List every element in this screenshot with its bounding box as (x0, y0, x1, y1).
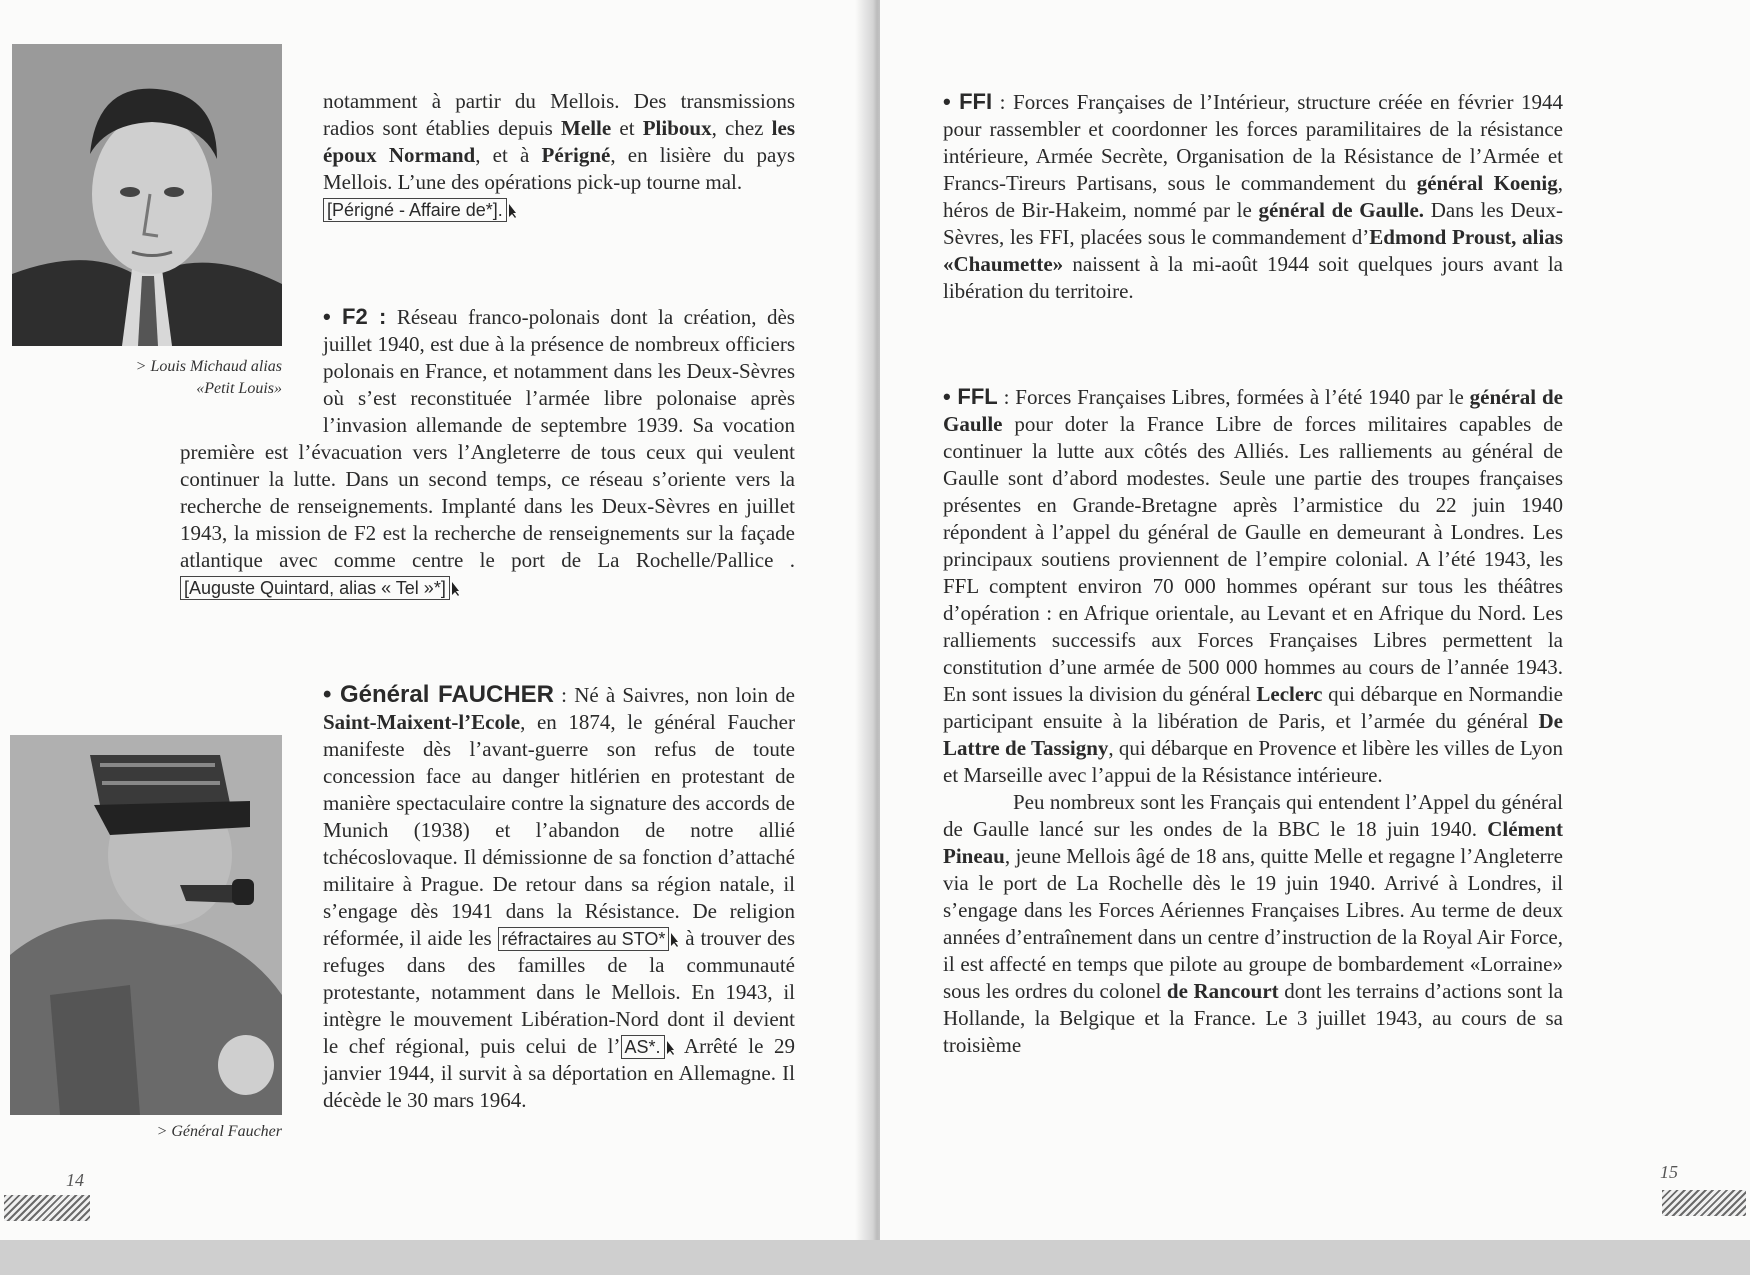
text: , héros de Bir-Hakeim, nommé par le (943, 171, 1563, 222)
text: à trouver des refuges dans des familles de la communauté protestante, notamment dans le Mellois. En 1943, il intègre le mouvement Libération-Nord dont il devient le chef régional, puis celui de l’ (323, 926, 795, 1058)
scan-background (0, 1240, 1750, 1275)
right-page (880, 0, 1750, 1240)
printer-mark (4, 1195, 90, 1221)
bold-text: de Rancourt (1166, 979, 1279, 1003)
bold-text: Leclerc (1256, 682, 1323, 706)
bold-text: Edmond Proust, alias «Chaumette» (943, 225, 1563, 276)
paragraph-mellois (323, 88, 795, 223)
right-text-ffl (943, 383, 1563, 1059)
text: Arrêté le 29 janvier 1944, il survit à sa déportation en Allemagne. Il décède le 30 mars 1964. (323, 1034, 795, 1112)
text: : Forces Françaises Libres, formées à l’été 1940 par le (997, 385, 1470, 409)
left-page (0, 0, 870, 1240)
text: et (611, 116, 643, 140)
printer-mark (1662, 1190, 1746, 1216)
text: : Né à Saivres, non loin de (554, 683, 796, 707)
caption-line: > Louis Michaud alias (135, 358, 282, 375)
photo-louis-michaud (12, 44, 282, 346)
left-text-upper (323, 88, 795, 223)
paragraph-pineau (943, 789, 1563, 1059)
text: pour doter la France Libre de forces militaires capables de continuer la lutte aux côtés des Alliés. Les ralliements au général de Gaulle sont d’abord modestes. Seule une partie des troupes françaises présentes en Grande-Bretagne après l’armistice du 22 juin 1940 répondent à l’appel du général de Gaulle en demeurant à Londres. Les principaux soutiens proviennent de l’empire colonial. A l’été 1943, les FFL comptent environ 70 000 hommes opérant sur tous les théâtres d’opération : en Afrique orientale, au Levant et en Afrique du Nord. Les ralliements successifs aux Forces Françaises Libres permettent la constitution d’une armée de 500 000 hommes au cours de l’année 1943. En sont issues la division du général (943, 412, 1563, 706)
text: Peu nombreux sont les Français qui entendent l’Appel du général de Gaulle lancé sur les ondes de la BBC le 18 juin 1940. (943, 790, 1563, 841)
bold-text: Clément Pineau (943, 817, 1563, 868)
bold-text: Melle (561, 116, 612, 140)
text: dont les terrains d’actions sont la Hollande, la Belgique et la France. Le 3 juillet 1943, au cours de sa troisième (943, 979, 1563, 1057)
text: , en lisière du pays Mellois. L’une des opérations pick-up tourne mal. (323, 143, 795, 194)
right-text-ffi (943, 88, 1563, 305)
text: Réseau franco-polonais dont la création, dès juillet 1940, est due à la présence de nombreux officiers polonais en France, et notamment dans les Deux-Sèvres où s’est reconstituée l’armée libre polonaise après l’invasion allemande de septembre 1939. Sa vocation première est l’évacuation vers l’Angleterre de tous ceux qui veulent continuer la lutte. Dans un second temps, ce réseau s’oriente vers la recherche de renseignements. Implanté dans les Deux-Sèvres en juillet 1943, la mission de F2 est la recherche de renseignements sur la façade atlantique avec comme centre le port de La Rochelle/Pallice . (180, 305, 795, 572)
bold-text: général de Gaulle (943, 385, 1563, 436)
reference-link[interactable]: AS*. (621, 1035, 665, 1059)
bold-text: Saint-Maixent-l’Ecole (323, 710, 521, 734)
caption-line: «Petit Louis» (196, 380, 282, 397)
page-number: 14 (66, 1170, 84, 1190)
section-heading: • Général FAUCHER (323, 681, 554, 708)
text: naissent à la mi-août 1944 soit quelques jours avant la libération du territoire. (943, 252, 1563, 303)
bold-text: général de Gaulle. (1258, 198, 1425, 222)
text: , chez (711, 116, 772, 140)
caption-line: > Général Faucher (156, 1123, 282, 1140)
text: , jeune Mellois âgé de 18 ans, quitte Melle et regagne l’Angleterre via le port de La Rochelle dès le 19 juin 1940. Arrivé à Londres, il s’engage dans les Forces Aériennes Françaises Libres. Au terme de deux années d’entraînement dans un centre d’instruction de la Royal Air Force, il est affecté en temps que pilote au groupe de bombardement «Lorraine» sous les ordres du colonel (943, 844, 1563, 1003)
text: , qui débarque en Provence et libère les villes de Lyon et Marseille avec l’appui de la Résistance intérieure. (943, 736, 1563, 787)
page-number: 15 (1660, 1162, 1678, 1182)
left-text-f2 (180, 303, 795, 601)
reference-link[interactable]: réfractaires au STO* (498, 927, 670, 951)
paragraph-ffl (943, 383, 1563, 789)
bold-text: les époux Normand (323, 116, 795, 167)
reference-link[interactable]: [Périgné - Affaire de*]. (323, 198, 507, 222)
text: , en 1874, le général Faucher manifeste dès l’avant-guerre son refus de toute concession face au danger hitlérien en protestant de manière spectaculaire contre la signature des accords de Munich (1938) et l’abandon de notre allié tchécoslovaque. Il démissionne de sa fonction d’attaché militaire à Prague. De retour dans sa région natale, il s’engage dès 1941 dans la Résistance. De religion réformée, il aide les (323, 710, 795, 950)
text: notamment à partir du Mellois. Des transmissions radios sont établies depuis (323, 89, 795, 140)
hand-cursor-icon (507, 203, 517, 219)
hand-cursor-icon (669, 932, 679, 948)
portrait-image (12, 44, 282, 346)
paragraph-ffi (943, 88, 1563, 305)
bold-text: Périgné (541, 143, 611, 167)
text: qui débarque en Normandie participant ensuite à la libération de Paris, et l’armée du général (943, 682, 1563, 733)
bold-text: général Koenig (1416, 171, 1558, 195)
left-text-faucher (180, 681, 795, 1168)
bold-text: De Lattre de Tassigny (943, 709, 1563, 760)
hand-cursor-icon (665, 1040, 675, 1056)
section-heading: • FFI (943, 89, 993, 114)
section-heading: • FFL (943, 384, 998, 409)
section-heading: • F2 : (323, 304, 387, 329)
text: , et à (475, 143, 542, 167)
text: : Forces Françaises de l’Intérieur, structure créée en février 1944 pour rassembler et coordonner les forces paramilitaires de la résistance intérieure, Armée Secrète, Organisation de la Résistance de l’Armée et Francs-Tireurs Partisans, sous le commandement du (943, 90, 1563, 195)
hand-cursor-icon (450, 581, 460, 597)
text: Dans les Deux-Sèvres, les FFI, placées sous le commandement d’ (943, 198, 1563, 249)
bold-text: Pliboux (642, 116, 712, 140)
reference-link[interactable]: [Auguste Quintard, alias « Tel »*] (180, 576, 450, 600)
